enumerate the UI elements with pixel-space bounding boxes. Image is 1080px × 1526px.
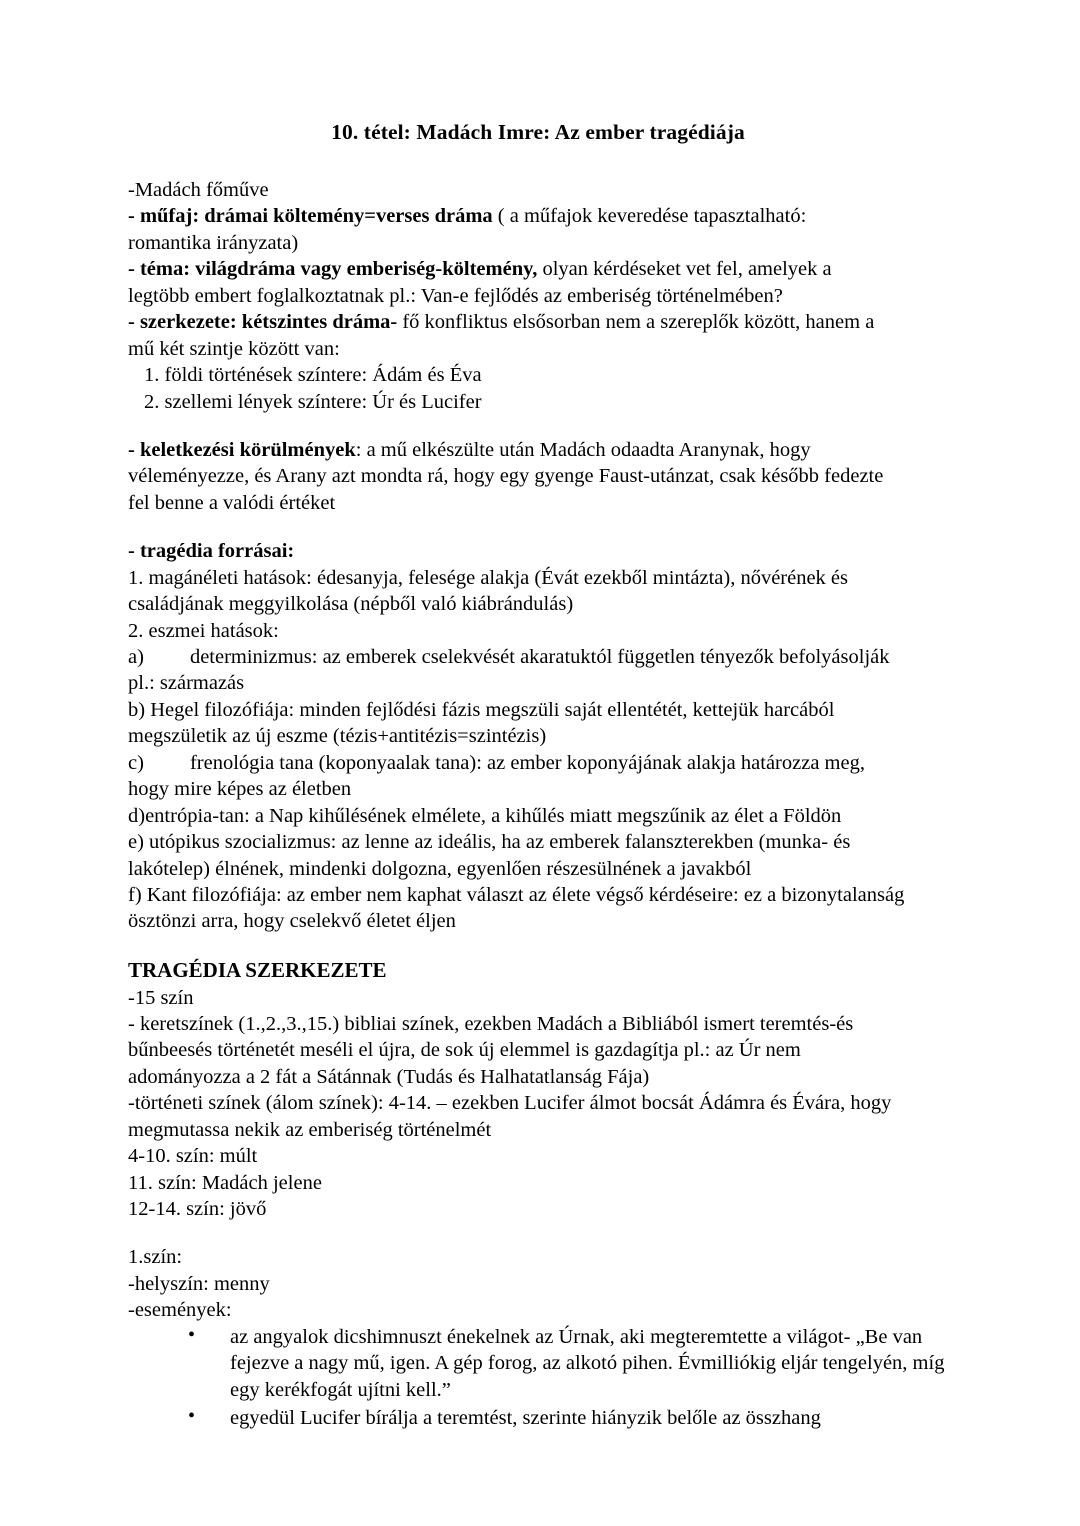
szerkezete-line-1: -15 szín	[128, 986, 194, 1009]
szerkezete-line-5: -történeti színek (álom színek): 4-14. – ezekben Lucifer álmot bocsát Ádámra és Évára, hogy	[128, 1092, 892, 1115]
szin1-line-1: 1.szín:	[128, 1246, 183, 1269]
forrasai-item-b: b) Hegel filozófiája: minden fejlődési fázis megszüli saját ellentétét, kettejük harcából	[128, 698, 835, 721]
forrasai-item-a	[128, 644, 948, 670]
intro-line-1: -Madách főműve	[128, 179, 269, 202]
forrasai-item-e: e) utópikus szocializmus: az lenne az ideális, ha az emberek falanszterekben (munka- és	[128, 831, 851, 854]
forrasai-line-9: hogy mire képes az életben	[128, 778, 352, 801]
keletkezes-label: - keletkezési körülmények	[128, 438, 356, 461]
intro-line-2	[128, 203, 948, 229]
tema-text: olyan kérdéseket vet fel, amelyek a	[537, 258, 832, 281]
keletkezes-line-2: véleményezze, és Arany azt mondta rá, hogy egy gyenge Faust-utánzat, csak később fedezte	[128, 465, 884, 488]
intro-line-7: mű két szintje között van:	[128, 337, 340, 360]
forrasai-line-2: családjának meggyilkolása (népből való kiábrándulás)	[128, 593, 574, 616]
intro-list-item-2: 2. szellemi lények színtere: Úr és Lucifer	[144, 390, 482, 413]
spacer-1	[128, 415, 948, 437]
intro-line-4	[128, 256, 948, 282]
keletkezes-text: : a mű elkészülte után Madách odaadta Aranynak, hogy	[355, 438, 811, 461]
intro-line-3: romantika irányzata)	[128, 231, 299, 254]
intro-line-5: legtöbb embert foglalkoztatnak pl.: Van-e fejlődés az emberiség történelmében?	[128, 284, 783, 307]
szin1-line-3: -események:	[128, 1299, 232, 1322]
list-item: • egyedül Lucifer bírálja a teremtést, szerinte hiányzik belőle az összhang	[188, 1405, 948, 1431]
szerkezete-line-2: - keretszínek (1.,2.,3.,15.) bibliai színek, ezekben Madách a Bibliából ismert teremtés-és	[128, 1012, 854, 1035]
intro-section	[128, 177, 948, 415]
szerkezete-line-4: adományozza a 2 fát a Sátánnak (Tudás és Halhatatlanság Fája)	[128, 1065, 650, 1088]
intro-line-6	[128, 309, 948, 335]
forrasai-item-c	[128, 750, 948, 776]
forrasai-heading: - tragédia forrásai:	[128, 540, 295, 563]
szin1-line-2: -helyszín: menny	[128, 1272, 270, 1295]
szerkezete-text: fő konfliktus elsősorban nem a szereplők között, hanem a	[397, 311, 875, 334]
forrasai-item-a-label: a)	[128, 646, 144, 669]
mufaj-label: - műfaj: drámai költemény=verses dráma	[128, 205, 493, 228]
mufaj-text: ( a műfajok keveredése tapasztalható:	[492, 205, 807, 228]
forrasai-item-a-text: determinizmus: az emberek cselekvését akaratuktól független tényezők befolyásolják	[189, 646, 890, 669]
szerkezete-line-6: megmutassa nekik az emberiség történelmét	[128, 1118, 492, 1141]
spacer-3	[128, 935, 948, 957]
list-item: • az angyalok dicshimnuszt énekelnek az Úrnak, aki megteremtette a világot- „Be van fejezve a nagy mű, igen. A gép forog, az alkotó pihen. Évmilliókig eljár tengelyén, míg egy kerékfogát ujítni kell.”	[188, 1324, 948, 1403]
szerkezete-line-3: bűnbeesés történetét meséli el újra, de sok új elemmel is gazdagítja pl.: az Úr nem	[128, 1039, 801, 1062]
spacer-4	[128, 1222, 948, 1244]
page-title: 10. tétel: Madách Imre: Az ember tragédiája	[331, 120, 745, 144]
keletkezes-section	[128, 437, 948, 516]
forrasai-item-c-text: frenológia tana (koponyaalak tana): az ember koponyájának alakja határozza meg,	[189, 751, 865, 774]
tema-label: - téma: világdráma vagy emberiség-költemény,	[128, 258, 538, 281]
forrasai-item-f: f) Kant filozófiája: az ember nem kaphat választ az élete végső kérdéseire: ez a bizonytalanság	[128, 883, 905, 906]
keletkezes-line-3: fel benne a valódi értéket	[128, 491, 336, 514]
forrasai-line-12: lakótelep) élnének, mindenki dolgozna, egyenlően részesülnének a javakból	[128, 857, 752, 880]
forrasai-line-3: 2. eszmei hatások:	[128, 619, 279, 642]
spacer-2	[128, 516, 948, 538]
forrasai-line-7: megszületik az új eszme (tézis+antitézis=szintézis)	[128, 725, 547, 748]
szerkezete-line-7: 4-10. szín: múlt	[128, 1145, 258, 1168]
szin1-section	[128, 1244, 948, 1431]
forrasai-line-14: ösztönzi arra, hogy cselekvő életet éljen	[128, 910, 456, 933]
forrasai-line-5: pl.: származás	[128, 672, 245, 695]
szerkezete-heading: TRAGÉDIA SZERKEZETE	[128, 957, 387, 982]
szerkezete-line-9: 12-14. szín: jövő	[128, 1198, 267, 1221]
szerkezete-section	[128, 957, 948, 1223]
szerkezete-line-8: 11. szín: Madách jelene	[128, 1171, 322, 1194]
szerkezete-label: - szerkezete: kétszintes dráma-	[128, 311, 398, 334]
intro-list-item-1: 1. földi történések színtere: Ádám és Éva	[144, 364, 482, 387]
forrasai-line-1: 1. magánéleti hatások: édesanyja, felesége alakja (Évát ezekből mintázta), nővérének és	[128, 566, 849, 589]
forrasai-section	[128, 538, 948, 935]
forrasai-item-d: d)entrópia-tan: a Nap kihűlésének elmélete, a kihűlés miatt megszűnik az élet a Földön	[128, 804, 842, 827]
keletkezes-line-1	[128, 437, 948, 463]
forrasai-item-c-label: c)	[128, 751, 144, 774]
szin1-bullet-list	[128, 1324, 948, 1432]
